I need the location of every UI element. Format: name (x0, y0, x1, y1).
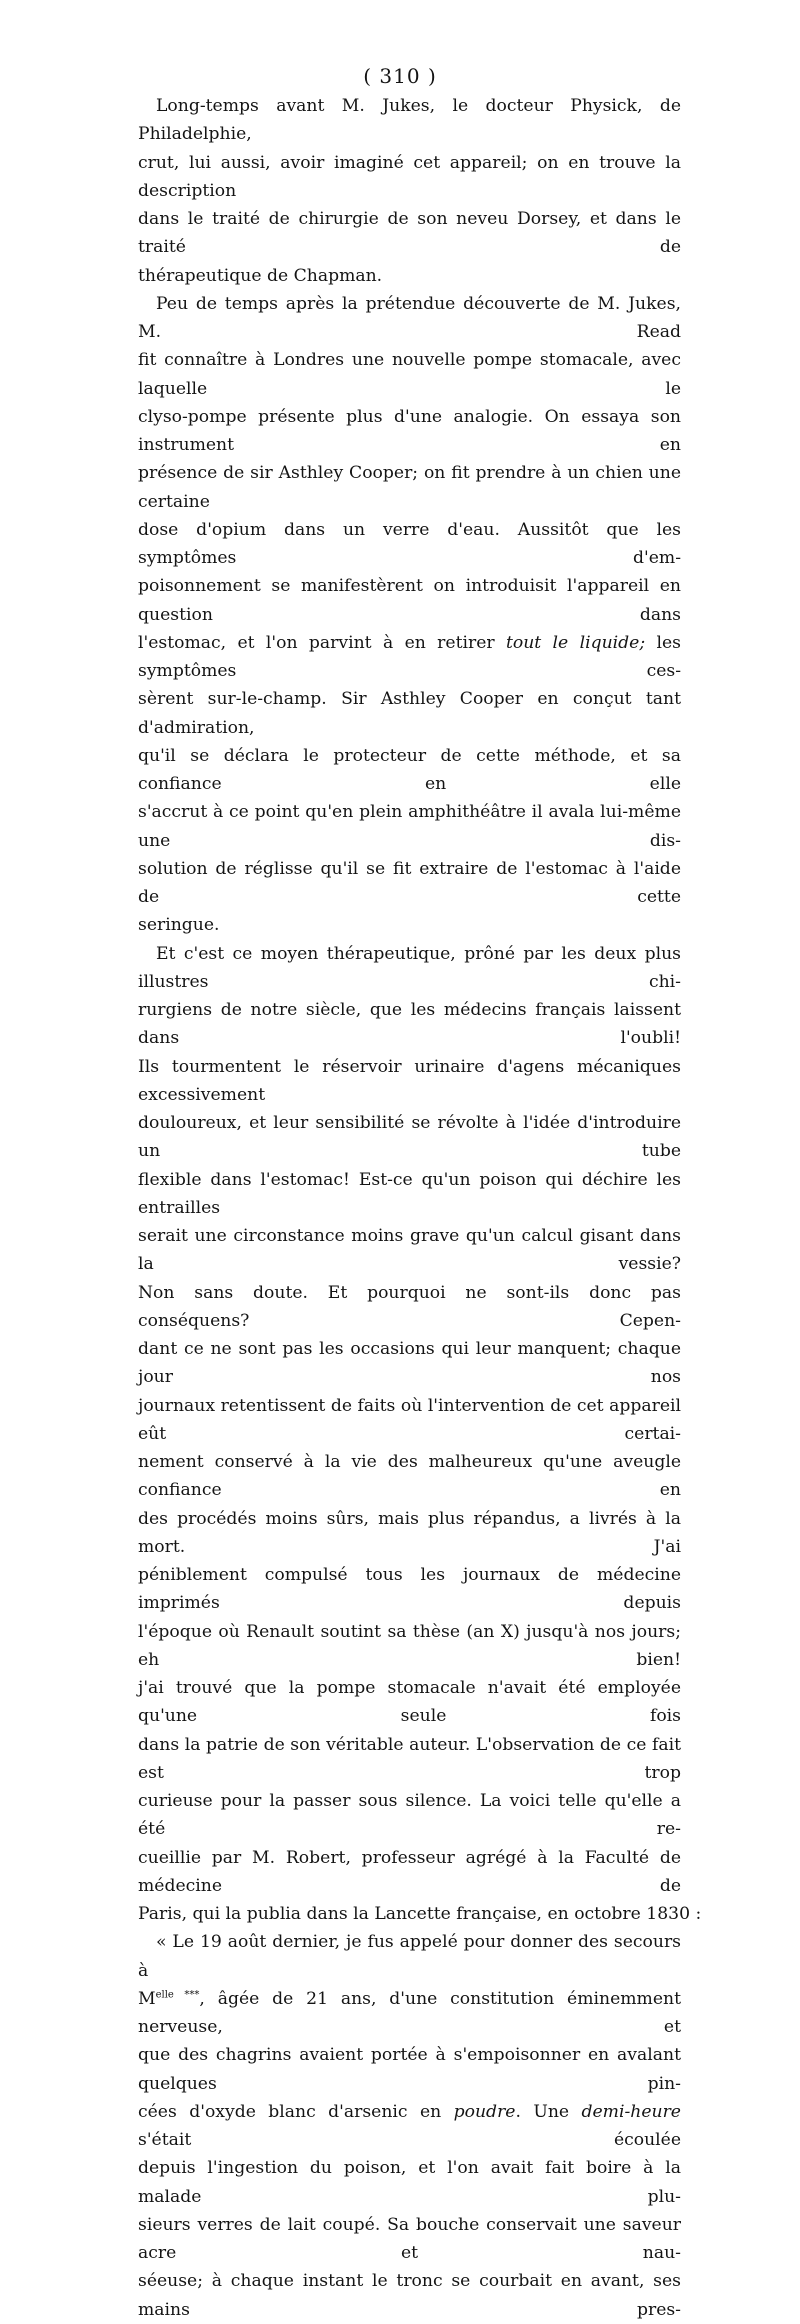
text-line (138, 2267, 681, 2324)
line-text: serait une circonstance moins grave qu'un calcul gisant dans la vessie? (138, 1226, 681, 1275)
line-text: Peu de temps après la prétendue découverte de M. Jukes, M. Read (138, 293, 681, 342)
text-line (138, 996, 681, 1053)
line-text: sèrent sur-le-champ. Sir Asthley Cooper en conçut tant d'admiration, (138, 689, 681, 738)
line-text: Et c'est ce moyen thérapeutique, prôné par les deux plus illustres chi- (138, 943, 681, 992)
line-text: poisonnement se manifestèrent on introduisit l'appareil en question dans (138, 576, 681, 625)
text-line (138, 1448, 681, 1505)
text-line (138, 2041, 681, 2098)
italic-text: demi-heure (581, 2101, 681, 2122)
line-text: flexible dans l'estomac! Est-ce qu'un poison qui déchire les entrailles (138, 1169, 681, 1218)
line-text: rurgiens de notre siècle, que les médecins français laissent dans l'oubli! (138, 1000, 681, 1049)
line-text: crut, lui aussi, avoir imaginé cet appareil; on en trouve la description (138, 152, 681, 201)
text-line (138, 2154, 681, 2211)
text-line (138, 798, 681, 855)
text-line (138, 1787, 681, 1844)
line-text: dans la patrie de son véritable auteur. L'observation de ce fait est trop (138, 1734, 681, 1783)
italic-text: tout le liquide; (505, 632, 646, 653)
text-line (138, 1279, 681, 1336)
line-text: douloureux, et leur sensibilité se révolte à l'idée d'introduire un tube (138, 1113, 681, 1162)
line-text: thérapeutique de Chapman. (138, 265, 383, 286)
text-line (138, 1985, 681, 2042)
line-text: l'estomac, et l'on parvint à en retirer (138, 632, 506, 653)
text-line (138, 911, 681, 939)
superscript-text: elle *** (155, 1989, 200, 2001)
line-text: dans le traité de chirurgie de son neveu Dorsey, et dans le traité de (138, 209, 681, 258)
text-line (138, 629, 681, 686)
line-text: dose d'opium dans un verre d'eau. Aussitôt que les symptômes d'em- (138, 519, 681, 568)
line-text: Ils tourmentent le réservoir urinaire d'agens mécaniques excessivement (138, 1056, 681, 1105)
text-line (138, 516, 681, 573)
text-line (138, 940, 681, 997)
text-line (138, 290, 681, 347)
text-line (138, 1222, 681, 1279)
line-text: l'époque où Renault soutint sa thèse (an X) jusqu'à nos jours; eh bien! (138, 1621, 681, 1670)
line-text: séeuse; à chaque instant le tronc se courbait en avant, ses mains pres- (138, 2271, 681, 2320)
text-line (138, 149, 681, 206)
text-line (138, 1731, 681, 1788)
line-text: solution de réglisse qu'il se fit extraire de l'estomac à l'aide de cette (138, 858, 681, 907)
body-text (138, 92, 702, 2324)
text-line (138, 1166, 681, 1223)
text-line (138, 262, 681, 290)
text-line (138, 1335, 681, 1392)
text-line (138, 685, 681, 742)
text-line (138, 1900, 702, 1928)
text-line (138, 855, 681, 912)
text-line (138, 1392, 681, 1449)
line-text: « Le 19 août dernier, je fus appelé pour donner des secours à (138, 1932, 681, 1981)
text-line (138, 205, 681, 262)
italic-text: poudre (453, 2101, 516, 2122)
line-text: seringue. (138, 915, 220, 936)
text-line (138, 2211, 681, 2268)
text-line (138, 1561, 681, 1618)
line-text: , âgée de 21 ans, d'une constitution éminemment nerveuse, et (138, 1988, 682, 2037)
text-line (138, 1053, 681, 1110)
text-line (138, 1928, 681, 1985)
line-text: journaux retentissent de faits où l'intervention de cet appareil eût certai- (138, 1395, 681, 1444)
text-line (138, 459, 681, 516)
line-text: fit connaître à Londres une nouvelle pompe stomacale, avec laquelle le (138, 350, 681, 399)
line-text: depuis l'ingestion du poison, et l'on avait fait boire à la malade plu- (138, 2158, 681, 2207)
line-text: s'était écoulée (138, 2130, 681, 2150)
line-text: clyso-pompe présente plus d'une analogie. On essaya son instrument en (138, 406, 681, 455)
text-line (138, 92, 681, 149)
text-line (138, 1109, 681, 1166)
line-text: nement conservé à la vie des malheureux qu'une aveugle confiance en (138, 1452, 681, 1501)
text-line (138, 1674, 681, 1731)
line-text: des procédés moins sûrs, mais plus répandus, a livrés à la mort. J'ai (138, 1508, 681, 1557)
line-text: Paris, qui la publia dans la Lancette française, en octobre 1830 : (138, 1904, 702, 1924)
page-number: ( 310 ) (363, 64, 437, 88)
text-line (138, 1618, 681, 1675)
line-text: que des chagrins avaient portée à s'empoisonner en avalant quelques pin- (138, 2045, 681, 2094)
text-line (138, 742, 681, 799)
line-text: cueillie par M. Robert, professeur agrégé à la Faculté de médecine de (138, 1847, 681, 1896)
line-text: Non sans doute. Et pourquoi ne sont-ils donc pas conséquens? Cepen- (138, 1282, 681, 1331)
line-text: M (138, 1988, 156, 2009)
line-text: qu'il se déclara le protecteur de cette méthode, et sa confiance en elle (138, 745, 681, 794)
line-text: les symptômes ces- (138, 632, 681, 681)
text-line (138, 1844, 681, 1901)
line-text: s'accrut à ce point qu'en plein amphithéâtre il avala lui-même une dis- (138, 802, 681, 851)
line-text: curieuse pour la passer sous silence. La voici telle qu'elle a été re- (138, 1791, 681, 1840)
text-line (138, 346, 681, 403)
line-text: . Une (515, 2101, 582, 2122)
text-line (138, 2098, 681, 2155)
line-text: présence de sir Asthley Cooper; on fit prendre à un chien une certaine (138, 463, 681, 512)
line-text: péniblement compulsé tous les journaux de médecine imprimés depuis (138, 1565, 681, 1614)
text-line (138, 403, 681, 460)
text-line (138, 1505, 681, 1562)
line-text: cées d'oxyde blanc d'arsenic en (138, 2101, 454, 2122)
text-line (138, 572, 681, 629)
line-text: sieurs verres de lait coupé. Sa bouche conservait une saveur acre et nau- (138, 2214, 681, 2263)
line-text: Long-temps avant M. Jukes, le docteur Physick, de Philadelphie, (138, 96, 681, 145)
line-text: dant ce ne sont pas les occasions qui leur manquent; chaque jour nos (138, 1339, 681, 1388)
line-text: j'ai trouvé que la pompe stomacale n'avait été employée qu'une seule fois (138, 1678, 681, 1727)
